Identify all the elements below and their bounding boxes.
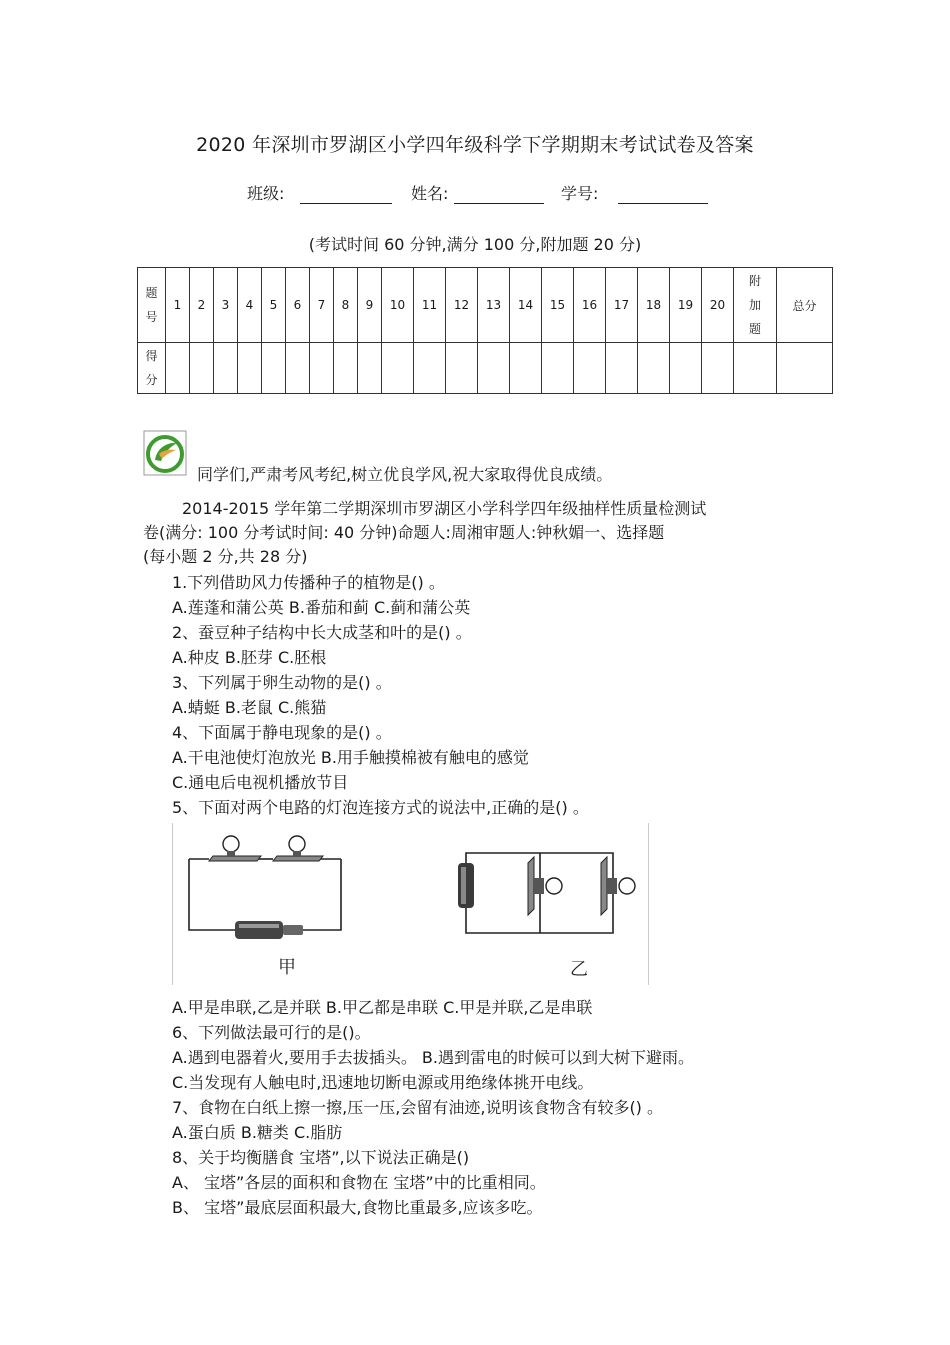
column-header: 17: [606, 268, 638, 343]
score-cell[interactable]: [446, 343, 478, 394]
column-header: 2: [190, 268, 214, 343]
question-6-option-c: C.当发现有人触电时,迅速地切断电源或用绝缘体挑开电线。: [172, 1073, 594, 1092]
question-8: 8、关于均衡膳食 宝塔”,以下说法正确是(): [172, 1148, 470, 1167]
question-1-options: A.莲蓬和蒲公英 B.番茄和蓟 C.蓟和蒲公英: [172, 598, 471, 617]
question-3-options: A.蜻蜓 B.老鼠 C.熊猫: [172, 698, 327, 717]
student-id-field: [561, 181, 708, 204]
name-field: [411, 181, 544, 204]
greeting-text: 同学们,严肃考风考纪,树立优良学风,祝大家取得优良成绩。: [197, 465, 613, 484]
school-logo-icon: [143, 430, 187, 476]
name-label: 姓名:: [411, 184, 449, 203]
question-7: 7、食物在白纸上擦一擦,压一压,会留有油迹,说明该食物含有较多() 。: [172, 1098, 664, 1117]
question-7-options: A.蛋白质 B.糖类 C.脂肪: [172, 1123, 343, 1142]
intro-line-3: (每小题 2 分,共 28 分): [143, 547, 308, 566]
question-3: 3、下列属于卵生动物的是() 。: [172, 673, 392, 692]
student-id-blank[interactable]: [618, 185, 708, 204]
name-blank[interactable]: [454, 185, 544, 204]
score-table-score-row: [138, 343, 833, 394]
circuit-label-jia: 甲: [278, 957, 296, 978]
question-5: 5、下面对两个电路的灯泡连接方式的说法中,正确的是() 。: [172, 798, 589, 817]
score-cell[interactable]: [606, 343, 638, 394]
class-label: 班级:: [247, 184, 285, 203]
column-header: 12: [446, 268, 478, 343]
question-number-header: 题号: [138, 268, 166, 343]
score-cell[interactable]: [702, 343, 734, 394]
class-blank[interactable]: [300, 185, 392, 204]
column-header: 18: [638, 268, 670, 343]
series-circuit: [189, 859, 341, 930]
question-4: 4、下面属于静电现象的是() 。: [172, 723, 392, 742]
intro-line-1: 2014-2015 学年第二学期深圳市罗湖区小学科学四年级抽样性质量检测试: [182, 499, 707, 518]
score-cell[interactable]: [382, 343, 414, 394]
column-header: 9: [358, 268, 382, 343]
score-cell[interactable]: [670, 343, 702, 394]
page-title: 2020 年深圳市罗湖区小学四年级科学下学期期末考试试卷及答案: [196, 134, 754, 156]
question-8-option-b: B、 宝塔”最底层面积最大,食物比重最多,应该多吃。: [172, 1198, 543, 1217]
column-header: 3: [214, 268, 238, 343]
score-cell[interactable]: [238, 343, 262, 394]
bulb-icon: [209, 836, 261, 861]
score-row-header: 得分: [138, 343, 166, 394]
column-header: 11: [414, 268, 446, 343]
column-header: 6: [286, 268, 310, 343]
column-header: 13: [478, 268, 510, 343]
score-cell[interactable]: [542, 343, 574, 394]
score-table-header-row: [138, 268, 833, 343]
question-6: 6、下列做法最可行的是()。: [172, 1023, 371, 1042]
circuit-diagram-svg: [173, 823, 648, 985]
bulb-icon: [528, 857, 562, 915]
score-cell[interactable]: [478, 343, 510, 394]
student-id-label: 学号:: [561, 184, 599, 203]
score-cell[interactable]: [510, 343, 542, 394]
circuit-diagram: [172, 823, 649, 985]
column-header: 20: [702, 268, 734, 343]
bulb-icon: [601, 857, 635, 915]
column-header: 5: [262, 268, 286, 343]
question-5-options: A.甲是串联,乙是并联 B.甲乙都是串联 C.甲是并联,乙是串联: [172, 998, 593, 1017]
column-header: 14: [510, 268, 542, 343]
score-cell[interactable]: [190, 343, 214, 394]
total-header: 总分: [777, 268, 833, 343]
column-header: 10: [382, 268, 414, 343]
bulb-icon: [273, 836, 323, 861]
score-cell[interactable]: [166, 343, 190, 394]
column-header: 1: [166, 268, 190, 343]
question-4-option-c: C.通电后电视机播放节目: [172, 773, 349, 792]
question-2-options: A.种皮 B.胚芽 C.胚根: [172, 648, 327, 667]
column-header: 19: [670, 268, 702, 343]
score-cell[interactable]: [358, 343, 382, 394]
circuit-label-yi: 乙: [570, 959, 588, 980]
score-cell[interactable]: [334, 343, 358, 394]
score-cell[interactable]: [214, 343, 238, 394]
question-1: 1.下列借助风力传播种子的植物是() 。: [172, 573, 445, 592]
score-cell[interactable]: [574, 343, 606, 394]
score-cell[interactable]: [734, 343, 777, 394]
battery-icon: [235, 921, 303, 939]
column-header: 15: [542, 268, 574, 343]
score-cell[interactable]: [777, 343, 833, 394]
column-header: 4: [238, 268, 262, 343]
score-cell[interactable]: [310, 343, 334, 394]
battery-icon: [458, 863, 474, 908]
column-header: 7: [310, 268, 334, 343]
question-4-options-ab: A.干电池使灯泡放光 B.用手触摸棉被有触电的感觉: [172, 748, 529, 767]
extra-question-header: 附加题: [734, 268, 777, 343]
score-cell[interactable]: [262, 343, 286, 394]
score-table: [137, 267, 833, 394]
question-6-options-ab: A.遇到电器着火,要用手去拔插头。 B.遇到雷电的时候可以到大树下避雨。: [172, 1048, 694, 1067]
score-cell[interactable]: [638, 343, 670, 394]
score-cell[interactable]: [286, 343, 310, 394]
question-8-option-a: A、 宝塔”各层的面积和食物在 宝塔”中的比重相同。: [172, 1173, 546, 1192]
column-header: 8: [334, 268, 358, 343]
intro-line-2: 卷(满分: 100 分考试时间: 40 分钟)命题人:周湘审题人:钟秋媚一、选择题: [143, 523, 665, 542]
exam-note: (考试时间 60 分钟,满分 100 分,附加题 20 分): [308, 235, 642, 254]
class-field: [247, 181, 392, 204]
score-cell[interactable]: [414, 343, 446, 394]
column-header: 16: [574, 268, 606, 343]
question-2: 2、蚕豆种子结构中长大成茎和叶的是() 。: [172, 623, 472, 642]
